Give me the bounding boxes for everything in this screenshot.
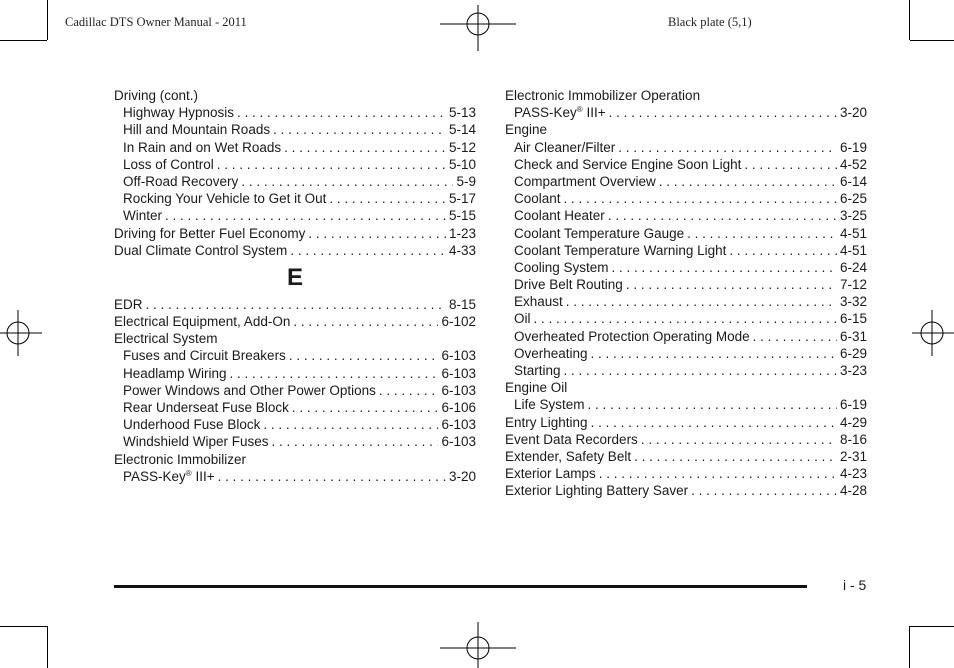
index-entry: Dual Climate Control System . . . 4-33 (114, 242, 476, 259)
index-heading-immobilizer-operation: Electronic Immobilizer Operation (505, 88, 701, 103)
index-entry: Overheated Protection Operating Mode . . . 6-31 (505, 328, 867, 345)
index-entry: Coolant Temperature Gauge . . . 4-51 (505, 225, 867, 242)
header-manual-title: Cadillac DTS Owner Manual - 2011 (65, 15, 247, 29)
registration-mark-right (912, 310, 954, 356)
index-entry: Headlamp Wiring . . . 6-103 (114, 365, 476, 382)
index-entry: Highway Hypnosis . . . 5-13 (114, 104, 476, 121)
index-entry: Coolant Heater . . . 3-25 (505, 207, 867, 224)
index-entry: Underhood Fuse Block . . . 6-103 (114, 416, 476, 433)
registration-mark-bottom (440, 622, 516, 668)
index-entry: Exterior Lamps . . . 4-23 (505, 465, 867, 482)
registration-mark-top (440, 5, 516, 51)
index-entry: Starting . . . 3-23 (505, 362, 867, 379)
index-entry: Event Data Recorders . . . 8-16 (505, 431, 867, 448)
index-entry: Overheating . . . 6-29 (505, 345, 867, 362)
index-entry: Life System . . . 6-19 (505, 396, 867, 413)
index-entry: Check and Service Engine Soon Light . . . 4-52 (505, 156, 867, 173)
index-entry: Exhaust . . . 3-32 (505, 293, 867, 310)
index-entry: In Rain and on Wet Roads . . . 5-12 (114, 139, 476, 156)
index-entry: Rear Underseat Fuse Block . . . 6-106 (114, 399, 476, 416)
index-entry: Entry Lighting . . . 4-29 (505, 414, 867, 431)
index-entry: PASS-Key® III+ . . . 3-20 (114, 468, 476, 485)
index-entry: Hill and Mountain Roads . . . 5-14 (114, 121, 476, 138)
index-entry: Driving for Better Fuel Economy . . . 1-23 (114, 225, 476, 242)
index-entry: Drive Belt Routing . . . 7-12 (505, 276, 867, 293)
index-entry: Rocking Your Vehicle to Get it Out . . . 5-17 (114, 190, 476, 207)
index-entry: Windshield Wiper Fuses . . . 6-103 (114, 433, 476, 450)
index-entry: Compartment Overview . . . 6-14 (505, 173, 867, 190)
index-heading-electronic-immobilizer: Electronic Immobilizer (114, 451, 247, 467)
index-entry: Electrical Equipment, Add-On . . . 6-102 (114, 313, 476, 330)
footer-rule (114, 585, 807, 588)
index-heading-engine: Engine (505, 122, 548, 138)
index-heading-engine-oil: Engine Oil (505, 380, 568, 396)
index-entry: Extender, Safety Belt . . . 2-31 (505, 448, 867, 465)
index-entry: Winter . . . 5-15 (114, 207, 476, 224)
index-entry: Air Cleaner/Filter . . . 6-19 (505, 139, 867, 156)
index-entry: Power Windows and Other Power Options . . . 6-103 (114, 382, 476, 399)
index-entry: Cooling System . . . 6-24 (505, 259, 867, 276)
section-letter-e: E (286, 263, 303, 291)
index-right-column (505, 87, 867, 500)
index-entry: Coolant Temperature Warning Light . . . 4-51 (505, 242, 867, 259)
index-entry: Loss of Control . . . 5-10 (114, 156, 476, 173)
index-entry: Fuses and Circuit Breakers . . . 6-103 (114, 347, 476, 364)
index-left-column (114, 87, 476, 485)
page-number: i - 5 (843, 577, 867, 593)
index-entry: Coolant . . . 6-25 (505, 190, 867, 207)
index-entry: PASS-Key® III+ . . . 3-20 (505, 104, 867, 121)
index-entry: Off-Road Recovery . . . 5-9 (114, 173, 476, 190)
header-plate-info: Black plate (5,1) (668, 15, 752, 29)
registration-mark-left (0, 310, 42, 356)
index-heading-electrical-system: Electrical System (114, 331, 218, 347)
index-entry: Exterior Lighting Battery Saver . . . 4-28 (505, 482, 867, 499)
index-heading-driving: Driving (cont.) (114, 88, 199, 103)
index-entry: Oil . . . 6-15 (505, 310, 867, 327)
index-entry: EDR . . . 8-15 (114, 296, 476, 313)
